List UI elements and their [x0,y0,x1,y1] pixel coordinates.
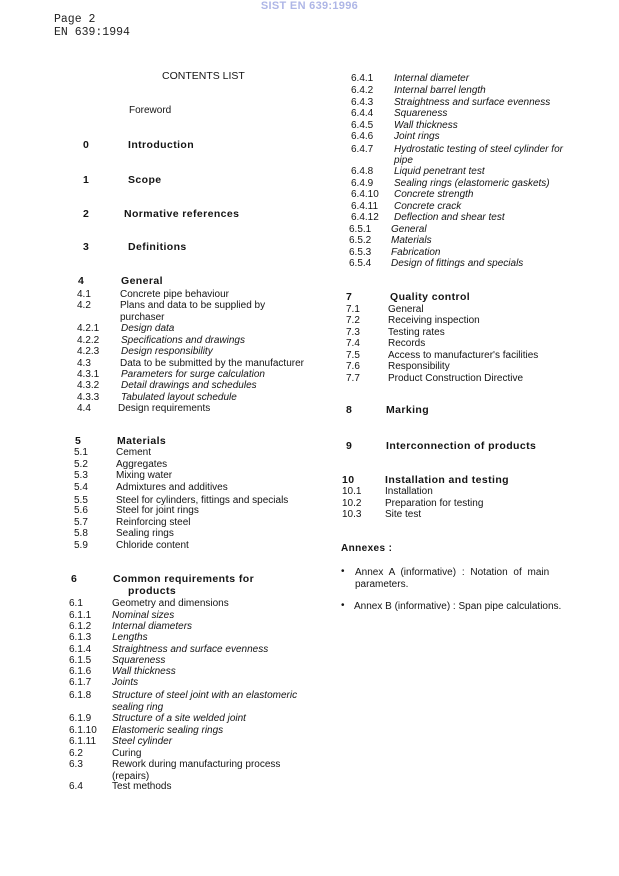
toc-number: 6.1.4 [69,644,92,655]
toc-number: 6.1.3 [69,632,92,643]
toc-title: Geometry and dimensions [112,598,229,609]
watermark: SIST EN 639:1996 [260,0,359,12]
toc-title: Preparation for testing [385,498,484,509]
toc-number: 6.1 [69,598,83,609]
toc-title: Internal barrel length [394,85,486,96]
toc-number: 6.4.2 [351,85,374,96]
toc-number: 6.5.3 [349,247,372,258]
toc-number: 6.4.5 [351,120,374,131]
toc-title: Rework during manufacturing process [112,759,281,770]
toc-number: 4.3.1 [77,369,100,380]
toc-number: 4.3 [77,358,91,369]
toc-number: 7.3 [346,327,360,338]
toc-number: 8 [346,404,353,416]
toc-number: 6.4.12 [351,212,379,223]
toc-title: Testing rates [388,327,445,338]
toc-number: 5 [75,435,82,447]
toc-number: 5.5 [74,495,88,506]
toc-number: 10.2 [342,498,362,509]
toc-number: 4.2 [77,300,91,311]
toc-title: Structure of steel joint with an elastomeric [112,690,298,701]
toc-number: 6.1.7 [69,677,92,688]
toc-title: Sealing rings [116,528,174,539]
bullet-icon: • [341,600,345,611]
toc-title: Reinforcing steel [116,517,191,528]
toc-title: General [391,224,427,235]
toc-number: 6.4.7 [351,144,374,155]
toc-title: Product Construction Directive [388,373,524,384]
toc-title: Plans and data to be supplied by [120,300,266,311]
toc-number: 4.2.3 [77,346,100,357]
toc-title: Design data [121,323,175,334]
toc-number: 6.1.2 [69,621,92,632]
toc-title: Joint rings [394,131,440,142]
toc-number: 5.1 [74,447,88,458]
annex-a-line2: parameters. [355,578,409,590]
toc-title: Aggregates [116,459,168,470]
toc-title: Joints [112,677,139,688]
toc-title: Definitions [128,241,187,253]
toc-number: 5.3 [74,470,88,481]
toc-title: Mixing water [116,470,173,481]
toc-title: Hydrostatic testing of steel cylinder for [394,144,563,155]
standard-id: EN 639:1994 [54,26,130,39]
page-number: Page 2 [54,13,96,26]
toc-number: 7.7 [346,373,360,384]
toc-title: Steel for cylinders, fittings and specials [116,495,289,506]
toc-number: 6.5.2 [349,235,372,246]
toc-number: 7.4 [346,338,360,349]
toc-title: Concrete pipe behaviour [120,289,229,300]
toc-number: 6.5.1 [349,224,372,235]
toc-number: 4 [78,275,85,287]
toc-number: 7.5 [346,350,360,361]
page-header [54,13,130,39]
toc-number: 10.1 [342,486,362,497]
toc-title: pipe [394,155,413,166]
toc-title: Common requirements for [113,573,255,585]
toc-title: Records [388,338,426,349]
toc-title: Structure of a site welded joint [112,713,246,724]
toc-title: Nominal sizes [112,610,175,621]
toc-number: 6.1.8 [69,690,92,701]
toc-title: Wall thickness [394,120,458,131]
toc-number: 6.5.4 [349,258,372,269]
toc-number: 7 [346,291,353,303]
toc-title: Curing [112,748,142,759]
toc-number: 5.6 [74,505,88,516]
toc-number: 5.9 [74,540,88,551]
toc-number: 4.3.3 [77,392,100,403]
toc-title: Design of fittings and specials [391,258,524,269]
toc-title: Tabulated layout schedule [121,392,237,403]
toc-title: Design responsibility [121,346,213,357]
toc-title: Deflection and shear test [394,212,505,223]
toc-title: Scope [128,174,162,186]
toc-title: Lengths [112,632,148,643]
toc-title: Internal diameter [394,73,470,84]
toc-title: Installation and testing [385,474,509,486]
toc-number: 2 [83,208,90,220]
toc-number: 9 [346,440,353,452]
toc-title: Site test [385,509,422,520]
toc-title: Liquid penetrant test [394,166,485,177]
toc-title: Marking [386,404,430,416]
toc-number: 10.3 [342,509,362,520]
toc-title: Parameters for surge calculation [121,369,265,380]
toc-title: Access to manufacturer's facilities [388,350,539,361]
bullet-icon: • [341,566,345,577]
toc-number: 6.4.6 [351,131,374,142]
toc-number: 4.4 [77,403,91,414]
toc-number: 4.1 [77,289,91,300]
toc-title: Concrete crack [394,201,462,212]
toc-title: Installation [385,486,433,497]
toc-title: products [128,585,177,597]
toc-title: Introduction [128,139,195,151]
toc-number: 5.2 [74,459,88,470]
toc-number: 6.4 [69,781,83,792]
annex-b-line1: Annex B (informative) : Span pipe calculations. [354,601,562,612]
toc-number: 6.4.4 [351,108,374,119]
toc-title: Internal diameters [112,621,193,632]
toc-number: 6.2 [69,748,83,759]
toc-number: 6.1.10 [69,725,97,736]
toc-title: Fabrication [391,247,441,258]
toc-title: Chloride content [116,540,189,551]
toc-title: Interconnection of products [386,440,537,452]
toc-number: 7.2 [346,315,360,326]
toc-title: Materials [117,435,167,447]
toc-number: 4.2.1 [77,323,100,334]
toc-number: 6.1.6 [69,666,92,677]
toc-number: 0 [83,139,90,151]
toc-title: Design requirements [118,403,211,414]
annex-a-line1: Annex A (informative) : Notation of main [355,567,550,578]
annex-a-entry[interactable] [355,567,549,590]
toc-number: 1 [83,174,90,186]
toc-title: Normative references [124,208,240,220]
toc-number: 6.1.9 [69,713,92,724]
toc-number: 3 [83,241,90,253]
toc-number: 6.1.1 [69,610,92,621]
toc-title: Concrete strength [394,189,474,200]
contents-title: CONTENTS LIST [162,70,245,82]
toc-title: Data to be submitted by the manufacturer [120,358,304,369]
toc-title: (repairs) [112,771,150,782]
toc-number: 4.3.2 [77,380,100,391]
toc-title: Test methods [112,781,172,792]
toc-title: Materials [391,235,432,246]
toc-number: 4.2.2 [77,335,100,346]
toc-number: 6.4.9 [351,178,374,189]
toc-number: 6.4.11 [351,201,379,212]
toc-number: 5.8 [74,528,88,539]
annexes-title: Annexes : [341,543,393,554]
toc-number: 7.6 [346,361,360,372]
toc-number: 6.3 [69,759,83,770]
toc-number: 6.4.8 [351,166,374,177]
toc-title: Elastomeric sealing rings [112,725,224,736]
toc-title: Straightness and surface evenness [394,97,551,108]
toc-number: 5.7 [74,517,88,528]
toc-title: Steel for joint rings [116,505,199,516]
toc-title: General [388,304,424,315]
annex-b-entry[interactable] [354,601,561,613]
foreword-label: Foreword [129,105,172,116]
toc-title: Straightness and surface evenness [112,644,269,655]
toc-number: 10 [342,474,355,486]
toc-title: Steel cylinder [112,736,173,747]
toc-number: 6.1.11 [69,736,97,747]
toc-title: Squareness [112,655,166,666]
toc-number: 5.4 [74,482,88,493]
toc-number: 6.4.1 [351,73,374,84]
toc-title: Receiving inspection [388,315,480,326]
toc-title: Responsibility [388,361,450,372]
toc-title: General [121,275,163,287]
toc-number: 6.1.5 [69,655,92,666]
toc-title: Cement [116,447,152,458]
toc-title: Admixtures and additives [116,482,228,493]
toc-number: 6 [71,573,78,585]
toc-title: Squareness [394,108,448,119]
toc-title: sealing ring [112,702,164,713]
toc-title: Quality control [390,291,471,303]
toc-title: Detail drawings and schedules [121,380,257,391]
toc-number: 6.4.10 [351,189,379,200]
toc-number: 6.4.3 [351,97,374,108]
toc-title: purchaser [120,312,165,323]
toc-number: 7.1 [346,304,360,315]
toc-title: Sealing rings (elastomeric gaskets) [394,178,550,189]
toc-title: Wall thickness [112,666,176,677]
toc-title: Specifications and drawings [121,335,245,346]
